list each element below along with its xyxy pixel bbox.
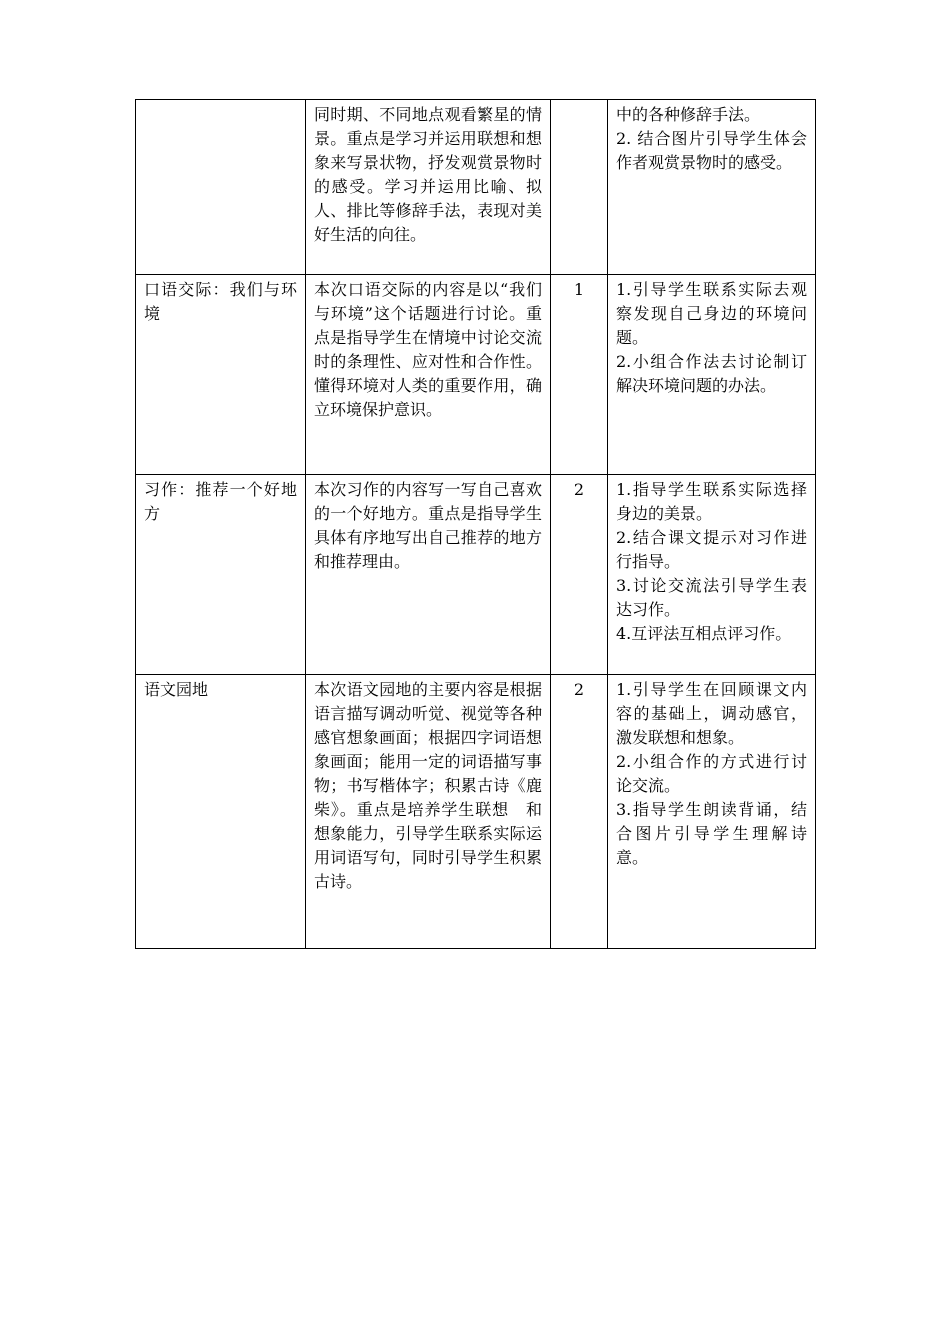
content-cell: 本次语文园地的主要内容是根据语言描写调动听觉、视觉等各种感官想象画面；根据四字词语想象画面；能用一定的词语描写事物；书写楷体字；积累古诗《鹿柴》。重点是培养学生联想 和想象能力，引导学生联系实际运用词语写句，同时引导学生积累古诗。 [306,675,551,949]
table-row [136,475,816,675]
hours-cell: 2 [551,475,608,675]
topic-cell: 语文园地 [136,675,306,949]
table-row [136,275,816,475]
method-item: 2. 结合图片引导学生体会作者观赏景物时的感受。 [616,129,807,172]
method-item: 1.引导学生联系实际去观察发现自己身边的环境问题。 [616,280,807,347]
hours-cell: 2 [551,675,608,949]
methods-cell [608,675,816,949]
curriculum-table [135,99,816,949]
content-cell: 本次口语交际的内容是以“我们与环境”这个话题进行讨论。重点是指导学生在情境中讨论交流时的条理性、应对性和合作性。懂得环境对人类的重要作用，确立环境保护意识。 [306,275,551,475]
method-item: 1.引导学生在回顾课文内容的基础上，调动感官，激发联想和想象。 [616,680,807,747]
method-item: 4.互评法互相点评习作。 [616,624,792,643]
method-item: 2.小组合作法去讨论制订解决环境问题的办法。 [616,352,807,395]
method-item: 3.讨论交流法引导学生表达习作。 [616,576,807,619]
method-item: 2.小组合作的方式进行讨论交流。 [616,752,807,795]
method-item: 3.指导学生朗读背诵，结合图片引导学生理解诗意。 [616,800,807,867]
topic-cell [136,100,306,275]
method-item: 中的各种修辞手法。 [616,105,761,124]
table-row [136,100,816,275]
method-item: 2.结合课文提示对习作进行指导。 [616,528,807,571]
content-cell: 同时期、不同地点观看繁星的情景。重点是学习并运用联想和想象来写景状物，抒发观赏景物时的感受。学习并运用比喻、拟人、排比等修辞手法，表现对美好生活的向往。 [306,100,551,275]
topic-cell: 口语交际：我们与环境 [136,275,306,475]
methods-cell [608,475,816,675]
methods-cell [608,275,816,475]
content-cell: 本次习作的内容写一写自己喜欢的一个好地方。重点是指导学生具体有序地写出自己推荐的地方和推荐理由。 [306,475,551,675]
method-item: 1.指导学生联系实际选择身边的美景。 [616,480,807,523]
hours-cell [551,100,608,275]
topic-cell: 习作：推荐一个好地方 [136,475,306,675]
hours-cell: 1 [551,275,608,475]
table-row [136,675,816,949]
methods-cell [608,100,816,275]
